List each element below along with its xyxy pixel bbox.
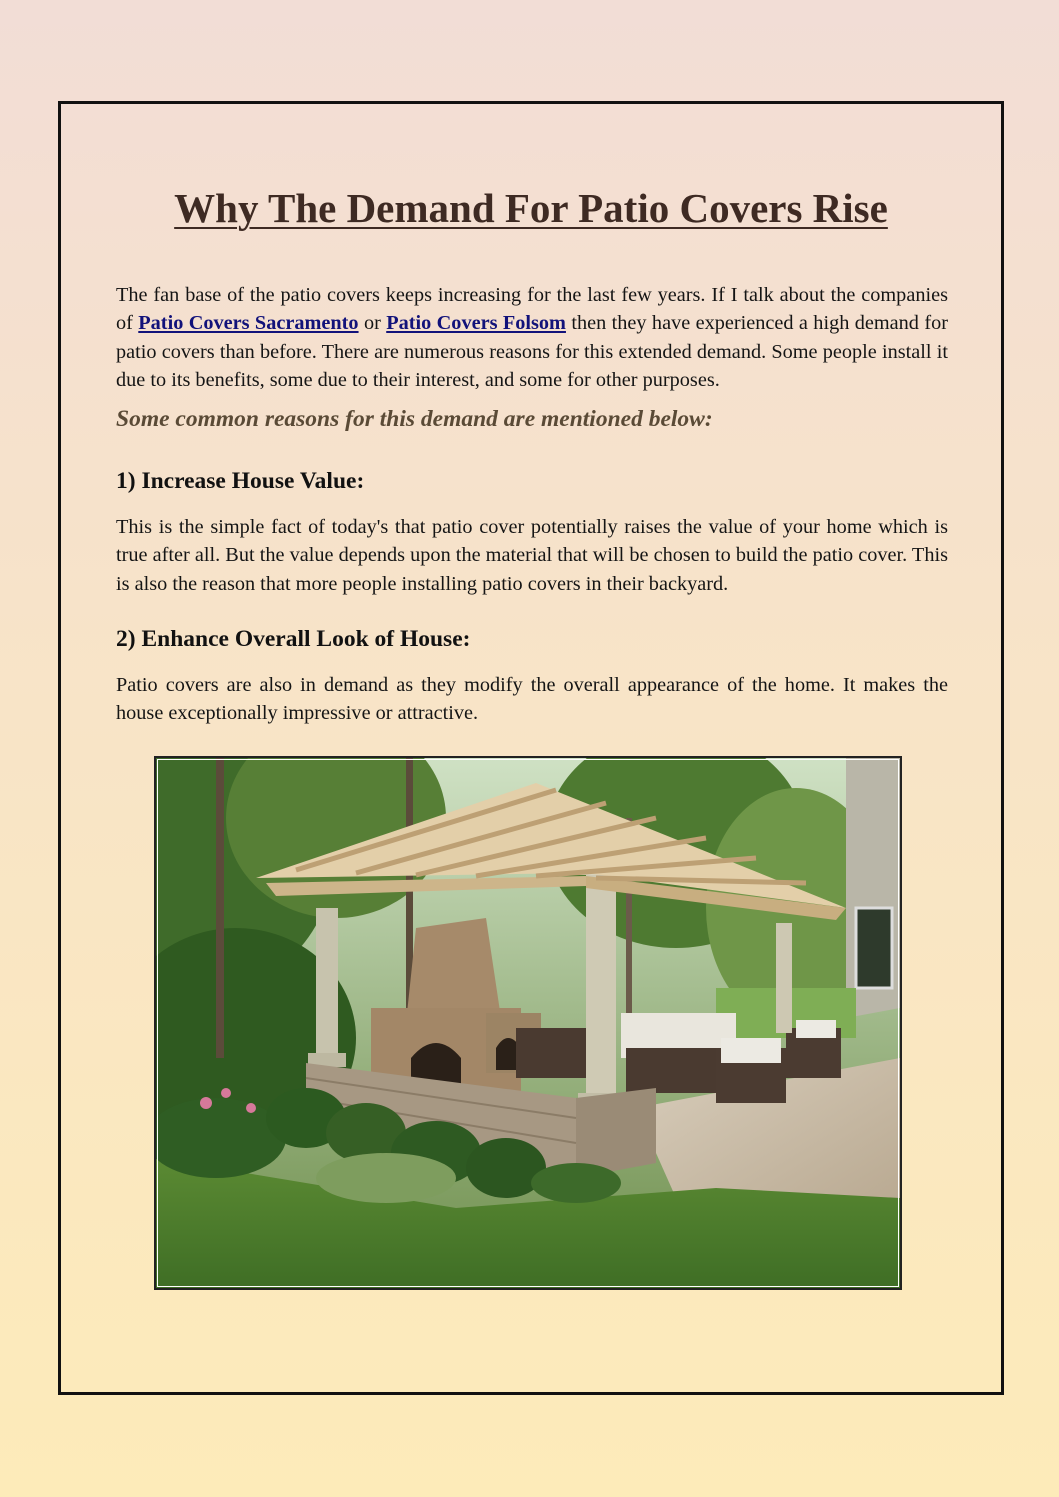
section-heading-house-value: 1) Increase House Value: xyxy=(116,468,365,494)
link-patio-covers-folsom[interactable]: Patio Covers Folsom xyxy=(386,312,566,335)
link-patio-covers-sacramento[interactable]: Patio Covers Sacramento xyxy=(138,312,359,335)
intro-text-between: or xyxy=(358,312,387,335)
section-heading-overall-look: 2) Enhance Overall Look of House: xyxy=(116,626,471,652)
section-block-house-value xyxy=(116,513,948,598)
intro-block xyxy=(116,281,948,394)
patio-pergola-illustration xyxy=(156,758,900,1288)
intro-text-end: then they have experienced a high demand for patio covers than before. There are numerous reasons for this extended demand. Some people install it due to its benefits, some due to their interest, and some for other purposes. xyxy=(116,312,948,391)
reasons-subheading: Some common reasons for this demand are mentioned below: xyxy=(116,406,713,432)
section-block-overall-look xyxy=(116,671,948,728)
section-text-overall-look: Patio covers are also in demand as they modify the overall appearance of the home. It makes the house exceptionally impressive or attractive. xyxy=(116,674,948,725)
page-title: Why The Demand For Patio Covers Rise xyxy=(174,185,888,231)
intro-text-start: The fan base of the patio covers keeps increasing for the last few years. If I talk about the companies of xyxy=(116,284,948,335)
page-frame xyxy=(58,101,1004,1395)
intro-paragraph xyxy=(116,281,948,394)
patio-pergola-photo xyxy=(154,756,902,1290)
section-text-house-value: This is the simple fact of today's that patio cover potentially raises the value of your home which is true after all. But the value depends upon the material that will be chosen to build the patio cover. This is also the reason that more people installing patio covers in their backyard. xyxy=(116,516,948,595)
